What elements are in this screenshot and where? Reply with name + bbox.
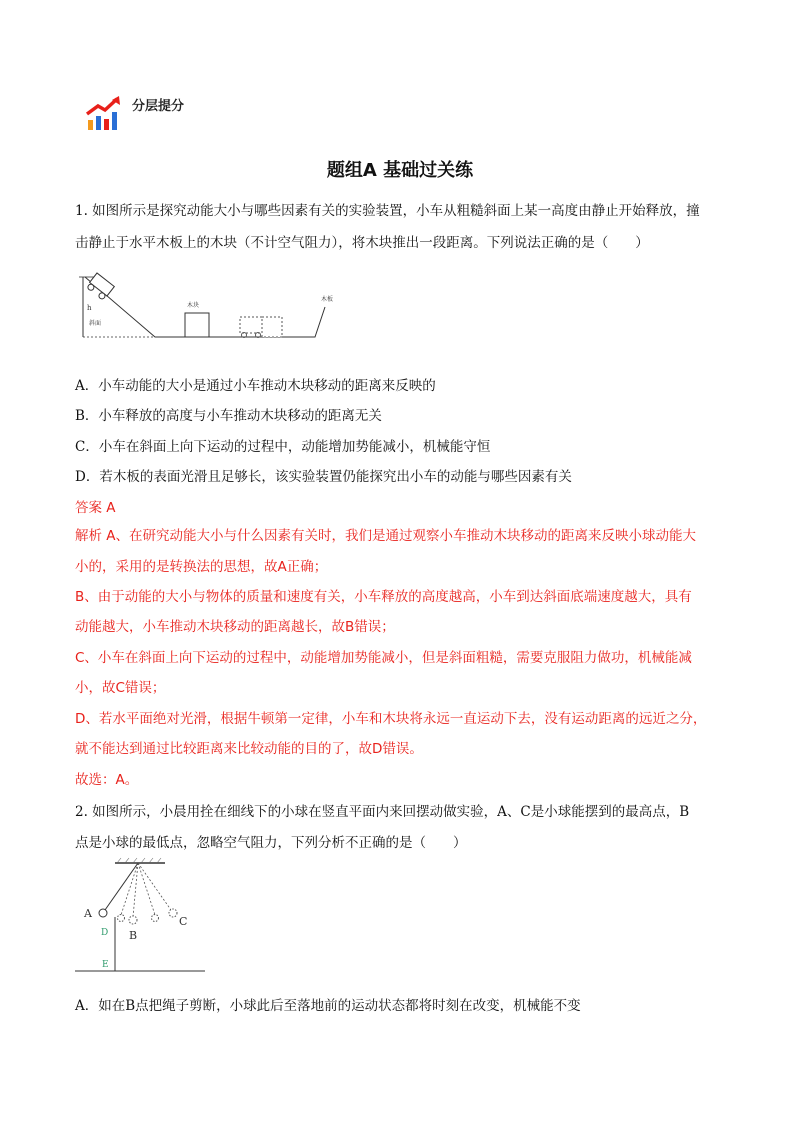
q2-stem-line1: 2. 如图所示，小晨用拴在细线下的小球在竖直平面内来回摆动做实验，A、C是小球能摆到的最高点，B xyxy=(75,804,690,820)
q2-label-c: C xyxy=(179,915,188,928)
q1-analysis-8: 就不能达到通过比较距离来比较动能的目的了，故D错误。 xyxy=(75,741,423,757)
q1-fig-board-label: 木板 xyxy=(321,296,334,303)
q1-analysis-4: 动能越大，小车推动木块移动的距离越长，故B错误； xyxy=(75,619,395,635)
q1-option-d: D．若木板的表面光滑且足够长，该实验装置仍能探究出小车的动能与哪些因素有关 xyxy=(75,469,572,485)
q1-analysis-3: B、由于动能的大小与物体的质量和速度有关，小车释放的高度越高，小车到达斜面底端速度越大，具有 xyxy=(75,589,692,605)
q1-fig-h-label: h xyxy=(87,304,92,312)
q1-analysis-6: 小，故C错误； xyxy=(75,680,166,696)
q1-analysis-1: 解析 A、在研究动能大小与什么因素有关时，我们是通过观察小车推动木块移动的距离来反映小球动能大 xyxy=(75,528,697,544)
q1-analysis-2: 小的，采用的是转换法的思想，故A正确； xyxy=(75,559,328,575)
q1-option-b: B．小车释放的高度与小车推动木块移动的距离无关 xyxy=(75,408,382,424)
q1-analysis-7: D、若水平面绝对光滑，根据牛顿第一定律，小车和木块将永远一直运动下去，没有运动距离的远近之分， xyxy=(75,711,707,727)
q1-analysis-9: 故选：A。 xyxy=(75,772,139,788)
section-title: 题组A 基础过关练 xyxy=(326,160,474,181)
q2-label-d: D xyxy=(101,928,109,938)
q1-fig-block-label: 木块 xyxy=(187,302,200,309)
brand-label: 分层提分 xyxy=(132,99,185,114)
q1-answer: 答案 A xyxy=(75,500,116,516)
q2-label-a: A xyxy=(84,907,92,920)
q2-stem-line2: 点是小球的最低点，忽略空气阻力，下列分析不正确的是（ ） xyxy=(75,835,467,851)
q1-analysis-5: C、小车在斜面上向下运动的过程中，动能增加势能减小，但是斜面粗糙，需要克服阻力做功，机械能减 xyxy=(75,650,692,666)
q2-label-e: E xyxy=(102,960,109,970)
q2-label-b: B xyxy=(129,929,138,942)
q1-option-a: A．小车动能的大小是通过小车推动木块移动的距离来反映的 xyxy=(75,378,436,394)
q1-option-c: C．小车在斜面上向下运动的过程中，动能增加势能减小，机械能守恒 xyxy=(75,439,491,455)
q1-stem-line2: 击静止于水平木板上的木块（不计空气阻力），将木块推出一段距离。下列说法正确的是（ ） xyxy=(75,235,649,251)
q2-pendulum-figure xyxy=(75,855,205,975)
chart-growth-icon xyxy=(84,94,124,134)
q2-option-a: A．如在B点把绳子剪断，小球此后至落地前的运动状态都将时刻在改变，机械能不变 xyxy=(75,998,581,1014)
q1-figure xyxy=(75,265,355,345)
q1-fig-slope-label: 斜面 xyxy=(89,320,102,327)
q1-stem-line1: 1. 如图所示是探究动能大小与哪些因素有关的实验装置，小车从粗糙斜面上某一高度由静止开始释放，撞 xyxy=(75,203,700,219)
